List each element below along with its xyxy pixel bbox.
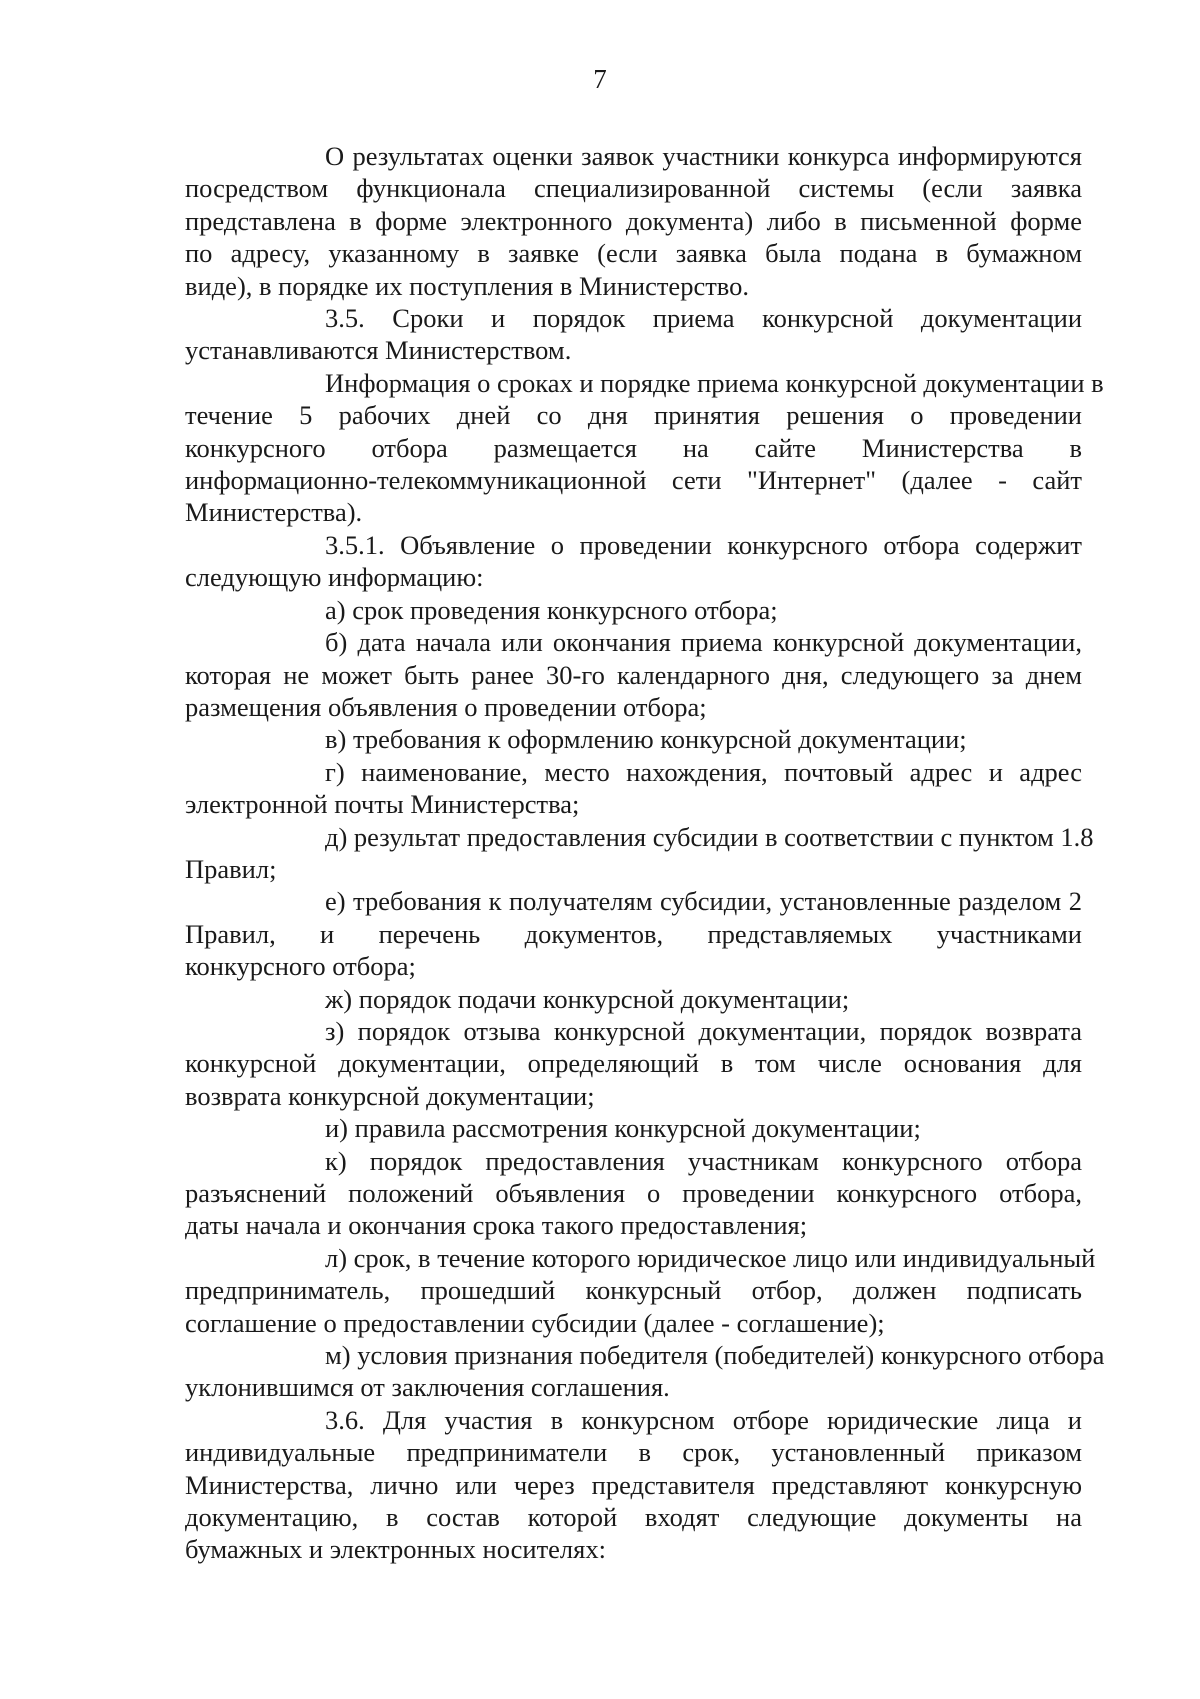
paragraph bbox=[185, 983, 1082, 1015]
paragraph bbox=[185, 594, 1082, 626]
text-line: Правил; bbox=[185, 853, 277, 884]
text-line: з) порядок отзыва конкурсной документации, порядок возврата bbox=[325, 1015, 1082, 1046]
page-number: 7 bbox=[593, 64, 607, 94]
text-line: д) результат предоставления субсидии в соответствии с пунктом 1.8 bbox=[325, 821, 1094, 852]
text-line: конкурсной документации, определяющий в том числе основания для bbox=[185, 1048, 1082, 1079]
text-line: Правил, и перечень документов, представляемых участниками bbox=[185, 918, 1082, 949]
paragraph bbox=[185, 1339, 1105, 1404]
text-line: конкурсного отбора размещается на сайте Министерства в bbox=[185, 432, 1082, 463]
text-line: 3.6. Для участия в конкурсном отборе юридические лица и bbox=[325, 1404, 1082, 1435]
document-body bbox=[185, 140, 1105, 1566]
paragraph bbox=[185, 529, 1082, 594]
text-line: Информация о сроках и порядке приема конкурсной документации в bbox=[325, 367, 1104, 398]
text-line: посредством функционала специализированной системы (если заявка bbox=[185, 173, 1082, 204]
text-line: О результатах оценки заявок участники конкурса информируются bbox=[325, 141, 1082, 171]
text-line: электронной почты Министерства; bbox=[185, 789, 580, 820]
paragraph bbox=[185, 367, 1104, 529]
paragraph bbox=[185, 1112, 1082, 1144]
text-line: к) порядок предоставления участникам конкурсного отбора bbox=[325, 1145, 1082, 1176]
text-line: информационно-телекоммуникационной сети "Интернет" (далее - сайт bbox=[185, 465, 1082, 496]
paragraph bbox=[185, 885, 1082, 982]
paragraph bbox=[185, 723, 1082, 755]
text-line: предприниматель, прошедший конкурсный отбор, должен подписать bbox=[185, 1275, 1082, 1306]
paragraph bbox=[185, 821, 1094, 886]
text-line: а) срок проведения конкурсного отбора; bbox=[325, 594, 778, 625]
text-line: л) срок, в течение которого юридическое лицо или индивидуальный bbox=[325, 1242, 1096, 1273]
text-line: бумажных и электронных носителях: bbox=[185, 1534, 606, 1565]
text-line: представлена в форме электронного документа) либо в письменной форме bbox=[185, 205, 1082, 236]
text-line: возврата конкурсной документации; bbox=[185, 1080, 595, 1111]
text-line: по адресу, указанному в заявке (если заявка была подана в бумажном bbox=[185, 238, 1082, 269]
paragraph bbox=[185, 1015, 1082, 1112]
text-line: Министерства). bbox=[185, 497, 363, 528]
paragraph bbox=[185, 302, 1082, 367]
text-line: м) условия признания победителя (победителей) конкурсного отбора bbox=[325, 1340, 1105, 1371]
paragraph bbox=[185, 1242, 1096, 1339]
text-line: г) наименование, место нахождения, почтовый адрес и адрес bbox=[325, 756, 1082, 787]
text-line: документацию, в состав которой входят следующие документы на bbox=[185, 1502, 1082, 1533]
text-line: 3.5.1. Объявление о проведении конкурсного отбора содержит bbox=[325, 529, 1082, 560]
text-line: б) дата начала или окончания приема конкурсной документации, bbox=[325, 627, 1082, 658]
paragraph bbox=[185, 140, 1082, 302]
paragraph bbox=[185, 1145, 1082, 1242]
paragraph bbox=[185, 1404, 1082, 1566]
text-line: устанавливаются Министерством. bbox=[185, 335, 572, 366]
text-line: даты начала и окончания срока такого предоставления; bbox=[185, 1210, 808, 1241]
text-line: следующую информацию: bbox=[185, 562, 484, 593]
text-line: течение 5 рабочих дней со дня принятия решения о проведении bbox=[185, 400, 1082, 431]
text-line: е) требования к получателям субсидии, установленные разделом 2 bbox=[325, 886, 1082, 917]
text-line: индивидуальные предприниматели в срок, установленный приказом bbox=[185, 1437, 1082, 1468]
text-line: 3.5. Сроки и порядок приема конкурсной документации bbox=[325, 303, 1082, 334]
text-line: виде), в порядке их поступления в Министерство. bbox=[185, 270, 749, 301]
paragraph bbox=[185, 626, 1082, 723]
text-line: размещения объявления о проведении отбора; bbox=[185, 691, 707, 722]
text-line: уклонившимся от заключения соглашения. bbox=[185, 1372, 670, 1403]
text-line: разъяснений положений объявления о проведении конкурсного отбора, bbox=[185, 1178, 1082, 1208]
text-line: соглашение о предоставлении субсидии (далее - соглашение); bbox=[185, 1307, 885, 1338]
text-line: ж) порядок подачи конкурсной документации; bbox=[325, 983, 850, 1014]
text-line: конкурсного отбора; bbox=[185, 951, 416, 982]
text-line: Министерства, лично или через представителя представляют конкурсную bbox=[185, 1469, 1082, 1500]
text-line: в) требования к оформлению конкурсной документации; bbox=[325, 724, 967, 755]
text-line: и) правила рассмотрения конкурсной документации; bbox=[325, 1113, 921, 1144]
paragraph bbox=[185, 756, 1082, 821]
text-line: которая не может быть ранее 30-го календарного дня, следующего за днем bbox=[185, 659, 1082, 690]
